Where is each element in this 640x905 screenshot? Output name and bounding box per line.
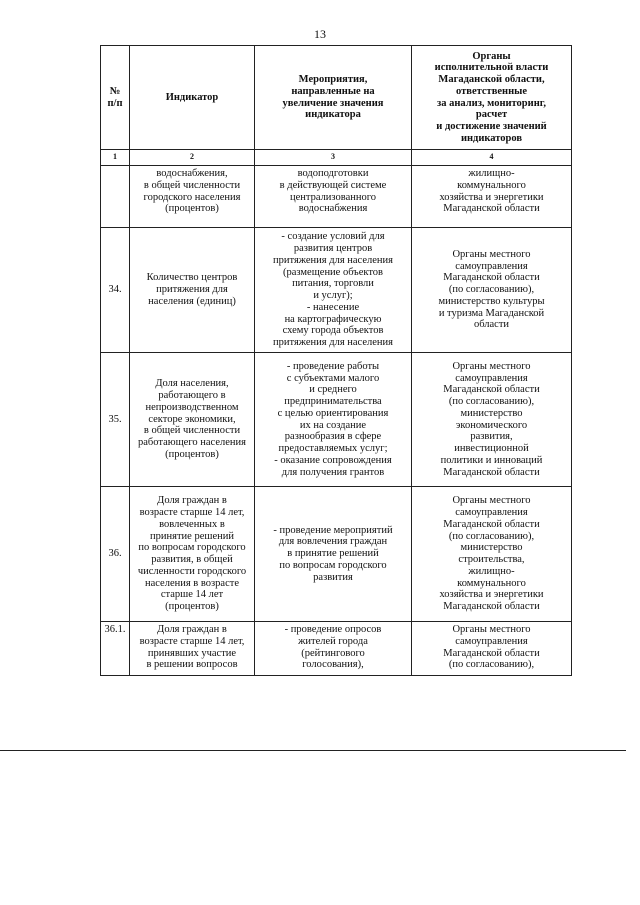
row-activities: - проведение мероприятий для вовлечения граждан в принятие решений по вопросам городского развития [255, 487, 412, 622]
row-bodies: жилищно- коммунального хозяйства и энергетики Магаданской области [412, 166, 572, 228]
table-row [101, 353, 572, 487]
row-num: 34. [101, 228, 130, 353]
page-number: 13 [314, 27, 326, 41]
column-number-row [101, 150, 572, 166]
row-indicator: водоснабжения, в общей численности городского населения (процентов) [130, 166, 255, 228]
row-num: 35. [101, 353, 130, 487]
row-bodies: Органы местного самоуправления Магаданской области (по согласованию), [412, 622, 572, 676]
row-bodies: Органы местного самоуправления Магаданской области (по согласованию), министерство культуры и туризма Магаданской области [412, 228, 572, 353]
column-number-1: 1 [101, 150, 130, 166]
table-row [101, 166, 572, 228]
indicators-table [100, 45, 572, 676]
header-indicator: Индикатор [130, 46, 255, 150]
row-indicator: Доля граждан в возрасте старше 14 лет, принявших участие в решении вопросов [130, 622, 255, 676]
table-row [101, 487, 572, 622]
row-num [101, 166, 130, 228]
header-activities: Мероприятия, направленные на увеличение значения индикатора [255, 46, 412, 150]
column-number-3: 3 [255, 150, 412, 166]
row-num: 36. [101, 487, 130, 622]
row-activities: - проведение работы с субъектами малого и среднего предпринимательства с целью ориентирования их на создание разнообразия в сфере предоставляемых услуг; - оказание сопровождения для получения грантов [255, 353, 412, 487]
row-bodies: Органы местного самоуправления Магаданской области (по согласованию), министерство экономического развития, инвестиционной политики и инноваций Магаданской области [412, 353, 572, 487]
row-activities: - создание условий для развития центров притяжения для населения (размещение объектов питания, торговли и услуг); - нанесение на картографическую схему города объектов притяжения для населения [255, 228, 412, 353]
column-number-4: 4 [412, 150, 572, 166]
table-row [101, 622, 572, 676]
row-indicator: Доля населения, работающего в непроизводственном секторе экономики, в общей численности работающего населения (процентов) [130, 353, 255, 487]
row-activities: - проведение опросов жителей города (рейтингового голосования), [255, 622, 412, 676]
header-bodies: Органы исполнительной власти Магаданской области, ответственные за анализ, мониторинг, расчет и достижение значений индикаторов [412, 46, 572, 150]
row-num: 36.1. [101, 622, 130, 676]
row-indicator: Количество центров притяжения для населения (единиц) [130, 228, 255, 353]
column-number-2: 2 [130, 150, 255, 166]
header-num: № п/п [101, 46, 130, 150]
table-header-row [101, 46, 572, 150]
row-activities: водоподготовки в действующей системе централизованного водоснабжения [255, 166, 412, 228]
bottom-divider-line [0, 750, 626, 751]
row-indicator: Доля граждан в возрасте старше 14 лет, вовлеченных в принятие решений по вопросам городского развития, в общей численности городского населения в возрасте старше 14 лет (процентов) [130, 487, 255, 622]
table-row [101, 228, 572, 353]
row-bodies: Органы местного самоуправления Магаданской области (по согласованию), министерство строительства, жилищно- коммунального хозяйства и энергетики Магаданской области [412, 487, 572, 622]
